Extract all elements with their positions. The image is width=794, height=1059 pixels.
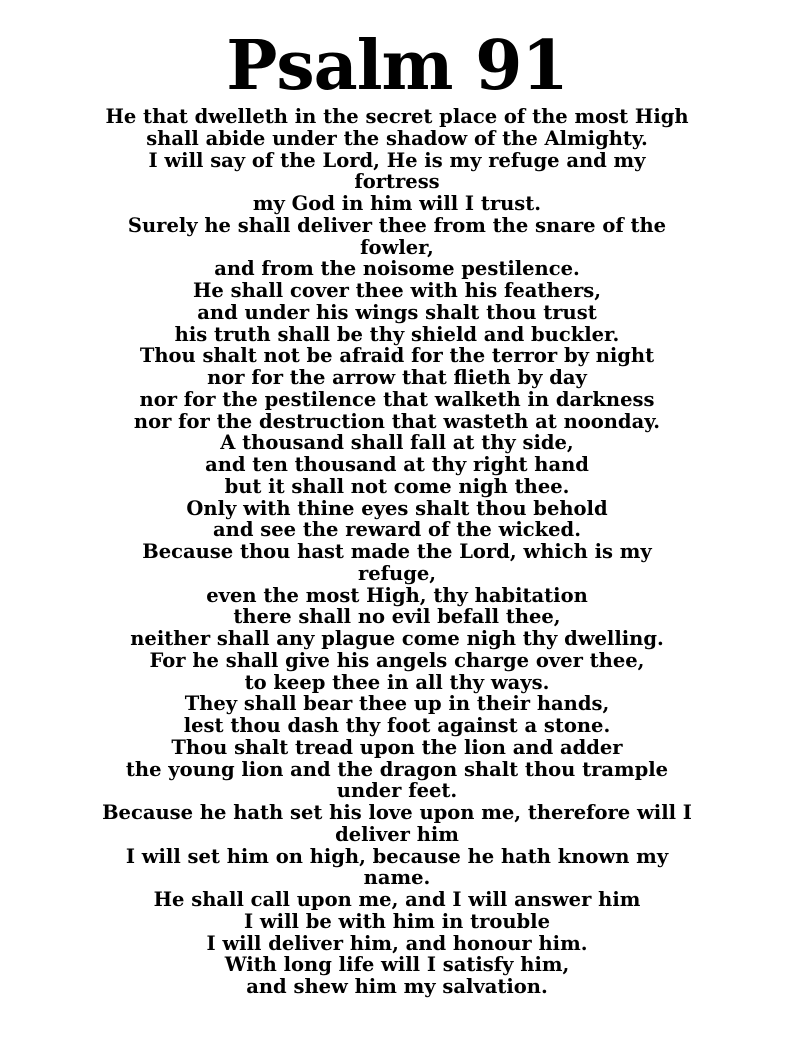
verse-line: refuge, bbox=[357, 561, 437, 585]
verse-line: and from the noisome pestilence. bbox=[214, 257, 580, 281]
verse-line: I will set him on high, because he hath known my bbox=[125, 844, 669, 868]
verse-line: nor for the destruction that wasteth at noonday. bbox=[133, 409, 661, 433]
verse-line: even the most High, thy habitation bbox=[206, 583, 588, 607]
page-title: Psalm 91 bbox=[226, 26, 568, 106]
verse-line: lest thou dash thy foot against a stone. bbox=[183, 714, 611, 737]
verse-line: Thou shalt not be afraid for the terror by night bbox=[139, 344, 655, 368]
verse-line: Surely he shall deliver thee from the snare of the bbox=[127, 213, 667, 237]
verse-line: I will be with him in trouble bbox=[243, 909, 550, 933]
verse-line: He shall cover thee with his feathers, bbox=[192, 279, 602, 302]
verse-line: and under his wings shalt thou trust bbox=[197, 300, 597, 324]
verse-line: He that dwelleth in the secret place of the most High bbox=[105, 105, 689, 128]
verse-line: the young lion and the dragon shalt thou trample bbox=[125, 757, 669, 781]
verse-line: nor for the pestilence that walketh in darkness bbox=[139, 387, 655, 411]
verse-line: A thousand shall fall at thy side, bbox=[220, 431, 574, 455]
verse-line: Because thou hast made the Lord, which is my bbox=[142, 540, 652, 563]
verse-line: to keep thee in all thy ways. bbox=[244, 670, 550, 694]
verse-line: his truth shall be thy shield and buckler. bbox=[174, 322, 620, 346]
verse-line: name. bbox=[363, 866, 431, 890]
verse-line: Only with thine eyes shalt thou behold bbox=[186, 496, 608, 520]
verse-line: neither shall any plague come nigh thy dwelling. bbox=[130, 627, 664, 650]
verse-line: Thou shalt tread upon the lion and adder bbox=[171, 735, 623, 759]
verse-line: I will deliver him, and honour him. bbox=[206, 931, 588, 955]
verse-line: For he shall give his angels charge over thee, bbox=[149, 648, 645, 672]
verse-line: and see the reward of the wicked. bbox=[213, 518, 581, 542]
verse-line: and ten thousand at thy right hand bbox=[205, 453, 589, 476]
verse-line: I will say of the Lord, He is my refuge and my bbox=[148, 148, 646, 172]
verse-line: He shall call upon me, and I will answer him bbox=[153, 888, 641, 911]
verse-line: my God in him will I trust. bbox=[252, 192, 542, 215]
verse-line: nor for the arrow that flieth by day bbox=[207, 366, 587, 389]
verse-line: fortress bbox=[354, 170, 440, 194]
verse-line: but it shall not come nigh thee. bbox=[224, 474, 570, 498]
verse-line: under feet. bbox=[336, 779, 458, 803]
verse-line: shall abide under the shadow of the Almighty. bbox=[146, 126, 648, 150]
verse-line: Because he hath set his love upon me, therefore will I bbox=[102, 801, 692, 824]
verse-line: there shall no evil befall thee, bbox=[233, 605, 561, 629]
verse-line: fowler, bbox=[360, 235, 434, 259]
verse-line: deliver him bbox=[335, 822, 459, 846]
verse-line: With long life will I satisfy him, bbox=[224, 953, 570, 977]
verse-line: and shew him my salvation. bbox=[246, 975, 548, 998]
verse-line: They shall bear thee up in their hands, bbox=[184, 692, 610, 716]
psalm-text bbox=[40, 106, 754, 998]
